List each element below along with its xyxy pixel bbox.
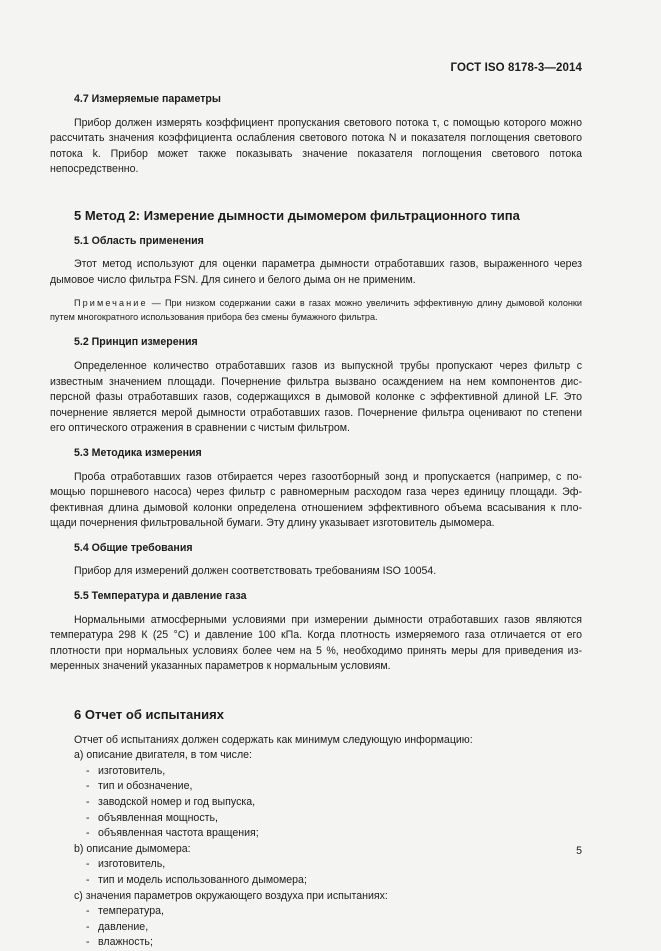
dash-list-text: объявленная частота вращения; [98, 827, 259, 840]
dash-list-item [86, 811, 582, 827]
note-label: Примечание [74, 298, 148, 309]
section-5-2-paragraph: Определенное количество отработавших газов из выпускной трубы пропускают через фильтр с известным значением площади. Почернение фильтра вызвано осаждением на нем компонентов дисперсной фазы отработавших газов, содержащихся в дымовой колонке с эффективной длиной LF. Это почернение является мерой дымности отработавших газов. Почернение фильтра оценивают по степени его оптического отражения в сравнении с чистым фильтром. [50, 359, 582, 435]
dash-bullet: - [86, 811, 90, 824]
dash-bullet: - [86, 936, 90, 949]
section-5-2-title: 5.2 Принцип измерения [74, 336, 198, 349]
dash-list-item [86, 826, 582, 842]
list-b-items [50, 857, 582, 888]
dash-bullet: - [86, 920, 90, 933]
section-5-5-title: 5.5 Температура и давление газа [74, 590, 247, 603]
dash-bullet: - [86, 905, 90, 918]
section-5-1-paragraph: Этот метод используют для оценки параметра дымности отработавших газов, выраженного через дымовое число фильтра FSN. Для синего и белого дыма он не применим. [50, 258, 582, 286]
dash-list-text: объявленная мощность, [98, 811, 218, 824]
dash-bullet: - [86, 780, 90, 793]
dash-list-text: изготовитель, [98, 858, 166, 871]
dash-list-item [86, 935, 582, 951]
list-c-items [50, 904, 582, 951]
list-item-a: a) описание двигателя, в том числе: [74, 749, 252, 762]
dash-bullet: - [86, 764, 90, 777]
dash-list-item [86, 873, 582, 889]
list-item-b: b) описание дымомера: [74, 842, 191, 855]
dash-list-text: тип и модель использованного дымомера; [98, 873, 307, 886]
dash-list-text: заводской номер и год выпуска, [98, 796, 256, 808]
dash-list-text: температура, [98, 905, 164, 918]
report-intro: Отчет об испытаниях должен содержать как минимум следующую информацию: [74, 733, 473, 746]
dash-list-item [86, 857, 582, 873]
dash-list-item [86, 904, 582, 920]
note [50, 297, 582, 324]
section-4-7-title: 4.7 Измеряемые параметры [74, 93, 221, 105]
section-5-3-title: 5.3 Методика измерения [74, 446, 202, 459]
section-5-4-title: 5.4 Общие требования [74, 541, 193, 554]
page-content [50, 92, 582, 951]
standard-code: ГОСТ ISO 8178-3—2014 [450, 62, 582, 74]
dash-bullet: - [86, 858, 90, 871]
list-a-items [50, 764, 582, 842]
section-4-7-paragraph: Прибор должен измерять коэффициент пропускания светового потока τ, с помощью которого можно рассчитать значения коэффициента ослабления светового потока N и показателя поглощения светового потока k. Прибор может также показывать значение показателя поглощения светового потока непосредственно. [50, 116, 582, 176]
dash-list-text: изготовитель, [98, 764, 166, 777]
dash-list-text: давление, [98, 920, 149, 933]
list-item-c: c) значения параметров окружающего воздуха при испытаниях: [74, 889, 388, 902]
dash-list-item [86, 779, 582, 795]
dash-bullet: - [86, 796, 90, 808]
section-6-title: 6 Отчет об испытаниях [74, 707, 224, 723]
section-5-3-paragraph: Проба отработавших газов отбирается через газоотборный зонд и пропускается (например, с помощью поршневого насоса) через фильтр с равномерным расходом газа через единицу площади. Эффективная длина дымовой колонки определена отношением эффективного объема всасывания к площади почернения фильтровальной бумаги. Эту длину указывает изготовитель дымомера. [50, 470, 582, 530]
dash-list-item [86, 764, 582, 780]
page-number: 5 [576, 845, 582, 857]
dash-bullet: - [86, 873, 90, 886]
dash-bullet: - [86, 827, 90, 840]
dash-list-item [86, 920, 582, 936]
note-text: — При низком содержании сажи в газах можно увеличить эффективную длину дымовой колонки путем многократного использования прибора без смены бумажного фильтра. [50, 298, 582, 322]
section-5-title: 5 Метод 2: Измерение дымности дымомером фильтрационного типа [74, 207, 520, 223]
section-5-1-title: 5.1 Область применения [74, 234, 204, 247]
dash-list-item [86, 795, 582, 811]
section-5-4-paragraph: Прибор для измерений должен соответствовать требованиям ISO 10054. [74, 565, 437, 578]
dash-list-text: влажность; [98, 936, 153, 949]
dash-list-text: тип и обозначение, [98, 780, 193, 793]
section-5-5-paragraph: Нормальными атмосферными условиями при измерении дымности отработавших газов являются температура 298 К (25 °С) и давление 100 кПа. Когда плотность измеряемого газа отличается от его плотности при нормальных условиях более чем на 5 %, необходимо принять меры для приведения измеренных значений указанных параметров к нормальным условиям. [50, 613, 582, 673]
